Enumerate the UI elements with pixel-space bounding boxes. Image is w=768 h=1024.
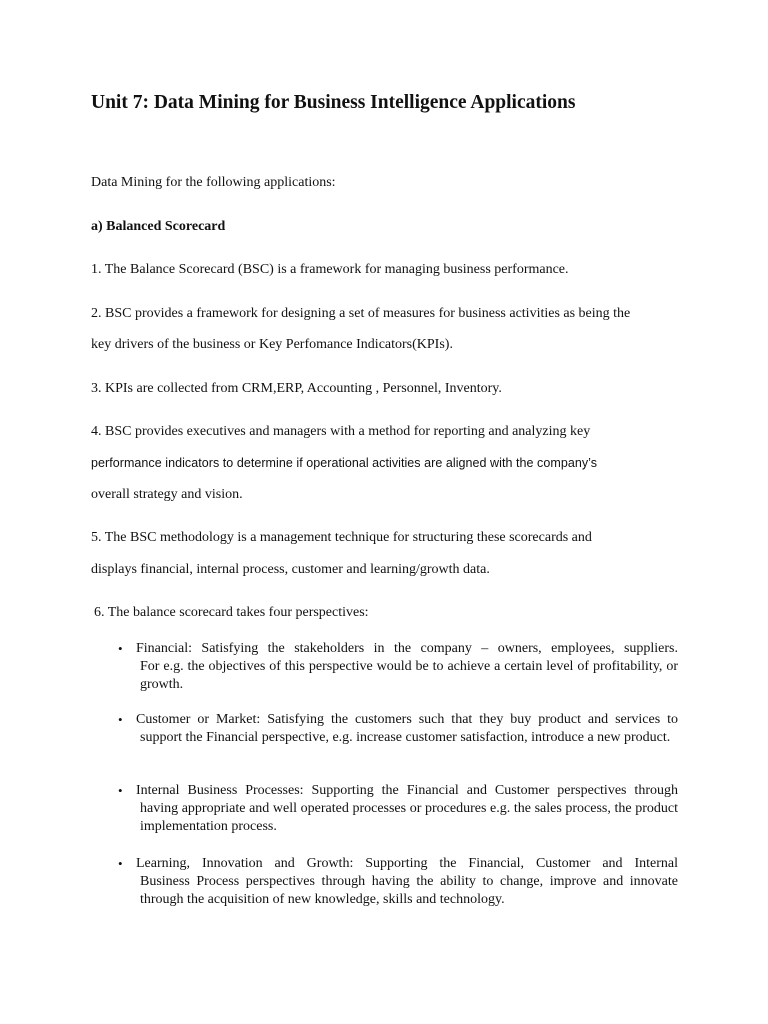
bullet-dot-icon: • [118,712,123,727]
bullet-continuation: support the Financial perspective, e.g. increase customer satisfaction, introduce a new product. [140,730,671,745]
bullet-item-learning-growth [136,855,678,909]
point-3: 3. KPIs are collected from CRM,ERP, Accounting , Personnel, Inventory. [91,381,502,396]
point-1: 1. The Balance Scorecard (BSC) is a framework for managing business performance. [91,262,569,277]
bullet-continuation: having appropriate and well operated processes or procedures e.g. the sales process, the product implementation process. [140,801,678,834]
point-4-line-2: performance indicators to determine if operational activities are aligned with the company’s [91,456,598,470]
point-4-line-1: 4. BSC provides executives and managers with a method for reporting and analyzing key [91,424,591,439]
intro-text: Data Mining for the following applications: [91,175,336,190]
bullet-dot-icon: • [118,783,123,798]
bullet-dot-icon: • [118,641,123,656]
point-5-line-2: displays financial, internal process, customer and learning/growth data. [91,562,490,577]
bullet-item-customer [136,711,678,747]
bullet-dot-icon: • [118,856,123,871]
bullet-line-1: Internal Business Processes: Supporting the Financial and Customer perspectives through [136,783,678,798]
bullet-line-1: Financial: Satisfying the stakeholders in the company – owners, employees, suppliers. [136,641,678,656]
section-heading: a) Balanced Scorecard [91,219,226,234]
bullet-line-1: Customer or Market: Satisfying the customers such that they buy product and services to [136,712,678,727]
point-2-line-1: 2. BSC provides a framework for designing a set of measures for business activities as being the [91,306,631,321]
point-6: 6. The balance scorecard takes four perspectives: [94,605,369,620]
bullet-item-financial [136,640,678,694]
bullet-continuation: Business Process perspectives through having the ability to change, improve and innovate through the acquisition of new knowledge, skills and technology. [140,874,678,907]
page-title: Unit 7: Data Mining for Business Intelligence Applications [91,92,576,113]
bullet-item-internal-processes [136,782,678,836]
point-4-line-3: overall strategy and vision. [91,487,243,502]
point-5-line-1: 5. The BSC methodology is a management technique for structuring these scorecards and [91,530,592,545]
point-2-line-2: key drivers of the business or Key Perfomance Indicators(KPIs). [91,337,453,352]
bullet-line-1: Learning, Innovation and Growth: Supporting the Financial, Customer and Internal [136,856,678,871]
bullet-continuation: For e.g. the objectives of this perspective would be to achieve a certain level of profitability, or growth. [140,659,678,692]
